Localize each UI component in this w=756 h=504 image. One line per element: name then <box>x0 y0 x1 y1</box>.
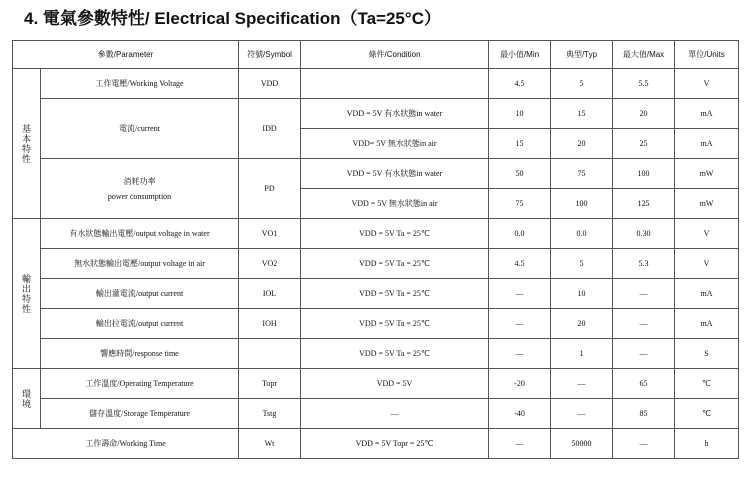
param-cell: 工作電壓/Working Voltage <box>41 69 239 99</box>
header-max: 最大值/Max <box>613 41 675 69</box>
header-typ: 典型/Typ <box>551 41 613 69</box>
condition-cell: VDD = 5V Ta = 25℃ <box>301 249 489 279</box>
min-cell: 4.5 <box>489 249 551 279</box>
table-row <box>13 399 739 429</box>
condition-cell: VDD = 5V <box>301 369 489 399</box>
spec-table <box>12 40 739 459</box>
table-row <box>13 249 739 279</box>
symbol-cell: IDD <box>239 99 301 159</box>
min-cell: — <box>489 279 551 309</box>
table-row <box>13 69 739 99</box>
condition-cell: VDD = 5V Topr = 25℃ <box>301 429 489 459</box>
symbol-cell <box>239 339 301 369</box>
condition-cell: VDD = 5V Ta = 25℃ <box>301 219 489 249</box>
param-cell: 儲存溫度/Storage Temperature <box>41 399 239 429</box>
table-row <box>13 99 739 129</box>
condition-cell: VDD= 5V 無水狀態in air <box>301 129 489 159</box>
min-cell: — <box>489 429 551 459</box>
page-title: 4. 電氣參數特性/ Electrical Specification（Ta=25°C） <box>24 9 441 28</box>
typ-cell: 75 <box>551 159 613 189</box>
param-cell: 響應時間/response time <box>41 339 239 369</box>
unit-cell: mW <box>675 159 739 189</box>
typ-cell: — <box>551 399 613 429</box>
param-cell: 工作溫度/Operating Temperature <box>41 369 239 399</box>
param-cell: 輸出拉電流/output current <box>41 309 239 339</box>
max-cell: — <box>613 339 675 369</box>
table-row <box>13 429 739 459</box>
min-cell: 0.0 <box>489 219 551 249</box>
condition-cell: — <box>301 399 489 429</box>
param-cell <box>41 159 239 219</box>
max-cell: 5.3 <box>613 249 675 279</box>
symbol-cell: Tstg <box>239 399 301 429</box>
min-cell: -20 <box>489 369 551 399</box>
typ-cell: 20 <box>551 309 613 339</box>
min-cell: 4.5 <box>489 69 551 99</box>
param-cell: 有水狀態輸出電壓/output voltage in water <box>41 219 239 249</box>
condition-cell: VDD = 5V Ta = 25℃ <box>301 279 489 309</box>
table-row <box>13 369 739 399</box>
max-cell: 85 <box>613 399 675 429</box>
table-row <box>13 339 739 369</box>
symbol-cell: Wt <box>239 429 301 459</box>
symbol-cell: VO2 <box>239 249 301 279</box>
unit-cell: h <box>675 429 739 459</box>
symbol-cell: IOH <box>239 309 301 339</box>
typ-cell: 5 <box>551 249 613 279</box>
symbol-cell: VDD <box>239 69 301 99</box>
condition-cell: VDD = 5V 無水狀態in air <box>301 189 489 219</box>
typ-cell: 10 <box>551 279 613 309</box>
condition-cell: VDD = 5V 有水狀態in water <box>301 159 489 189</box>
symbol-cell: IOL <box>239 279 301 309</box>
min-cell: 15 <box>489 129 551 159</box>
typ-cell: 100 <box>551 189 613 219</box>
typ-cell: — <box>551 369 613 399</box>
header-min: 最小值/Min <box>489 41 551 69</box>
max-cell: 0.30 <box>613 219 675 249</box>
max-cell: 100 <box>613 159 675 189</box>
condition-cell: VDD = 5V Ta = 25℃ <box>301 339 489 369</box>
unit-cell: V <box>675 219 739 249</box>
header-units: 單位/Units <box>675 41 739 69</box>
symbol-cell: VO1 <box>239 219 301 249</box>
max-cell: — <box>613 309 675 339</box>
unit-cell: mA <box>675 129 739 159</box>
symbol-cell: PD <box>239 159 301 219</box>
category-env: 環境 <box>13 369 41 429</box>
param-en: power consumption <box>107 191 172 201</box>
max-cell: — <box>613 279 675 309</box>
max-cell: 20 <box>613 99 675 129</box>
typ-cell: 20 <box>551 129 613 159</box>
typ-cell: 15 <box>551 99 613 129</box>
min-cell: 10 <box>489 99 551 129</box>
unit-cell: V <box>675 249 739 279</box>
max-cell: 65 <box>613 369 675 399</box>
table-row <box>13 159 739 189</box>
unit-cell: ℃ <box>675 399 739 429</box>
condition-cell <box>301 69 489 99</box>
unit-cell: S <box>675 339 739 369</box>
max-cell: — <box>613 429 675 459</box>
condition-cell: VDD = 5V Ta = 25℃ <box>301 309 489 339</box>
category-basic: 基本特性 <box>13 69 41 219</box>
unit-cell: mW <box>675 189 739 219</box>
param-cell: 電流/current <box>41 99 239 159</box>
typ-cell: 50000 <box>551 429 613 459</box>
unit-cell: mA <box>675 279 739 309</box>
table-row <box>13 279 739 309</box>
unit-cell: mA <box>675 309 739 339</box>
min-cell: 75 <box>489 189 551 219</box>
max-cell: 5.5 <box>613 69 675 99</box>
param-cell: 工作壽命/Working Time <box>13 429 239 459</box>
min-cell: — <box>489 309 551 339</box>
min-cell: -40 <box>489 399 551 429</box>
param-cell: 無水狀態輸出電壓/output voltage in air <box>41 249 239 279</box>
header-parameter: 參數/Parameter <box>13 41 239 69</box>
condition-cell: VDD = 5V 有水狀態in water <box>301 99 489 129</box>
typ-cell: 5 <box>551 69 613 99</box>
max-cell: 125 <box>613 189 675 219</box>
typ-cell: 1 <box>551 339 613 369</box>
table-row <box>13 219 739 249</box>
typ-cell: 0.0 <box>551 219 613 249</box>
table-row <box>13 309 739 339</box>
param-cn: 消耗功率 <box>123 176 156 186</box>
param-cell: 輸出灌電流/output current <box>41 279 239 309</box>
max-cell: 25 <box>613 129 675 159</box>
header-condition: 條件/Condition <box>301 41 489 69</box>
header-symbol: 符號/Symbol <box>239 41 301 69</box>
symbol-cell: Topr <box>239 369 301 399</box>
unit-cell: mA <box>675 99 739 129</box>
min-cell: 50 <box>489 159 551 189</box>
category-output: 輸出特性 <box>13 219 41 369</box>
unit-cell: V <box>675 69 739 99</box>
unit-cell: ℃ <box>675 369 739 399</box>
min-cell: — <box>489 339 551 369</box>
header-row <box>13 41 739 69</box>
